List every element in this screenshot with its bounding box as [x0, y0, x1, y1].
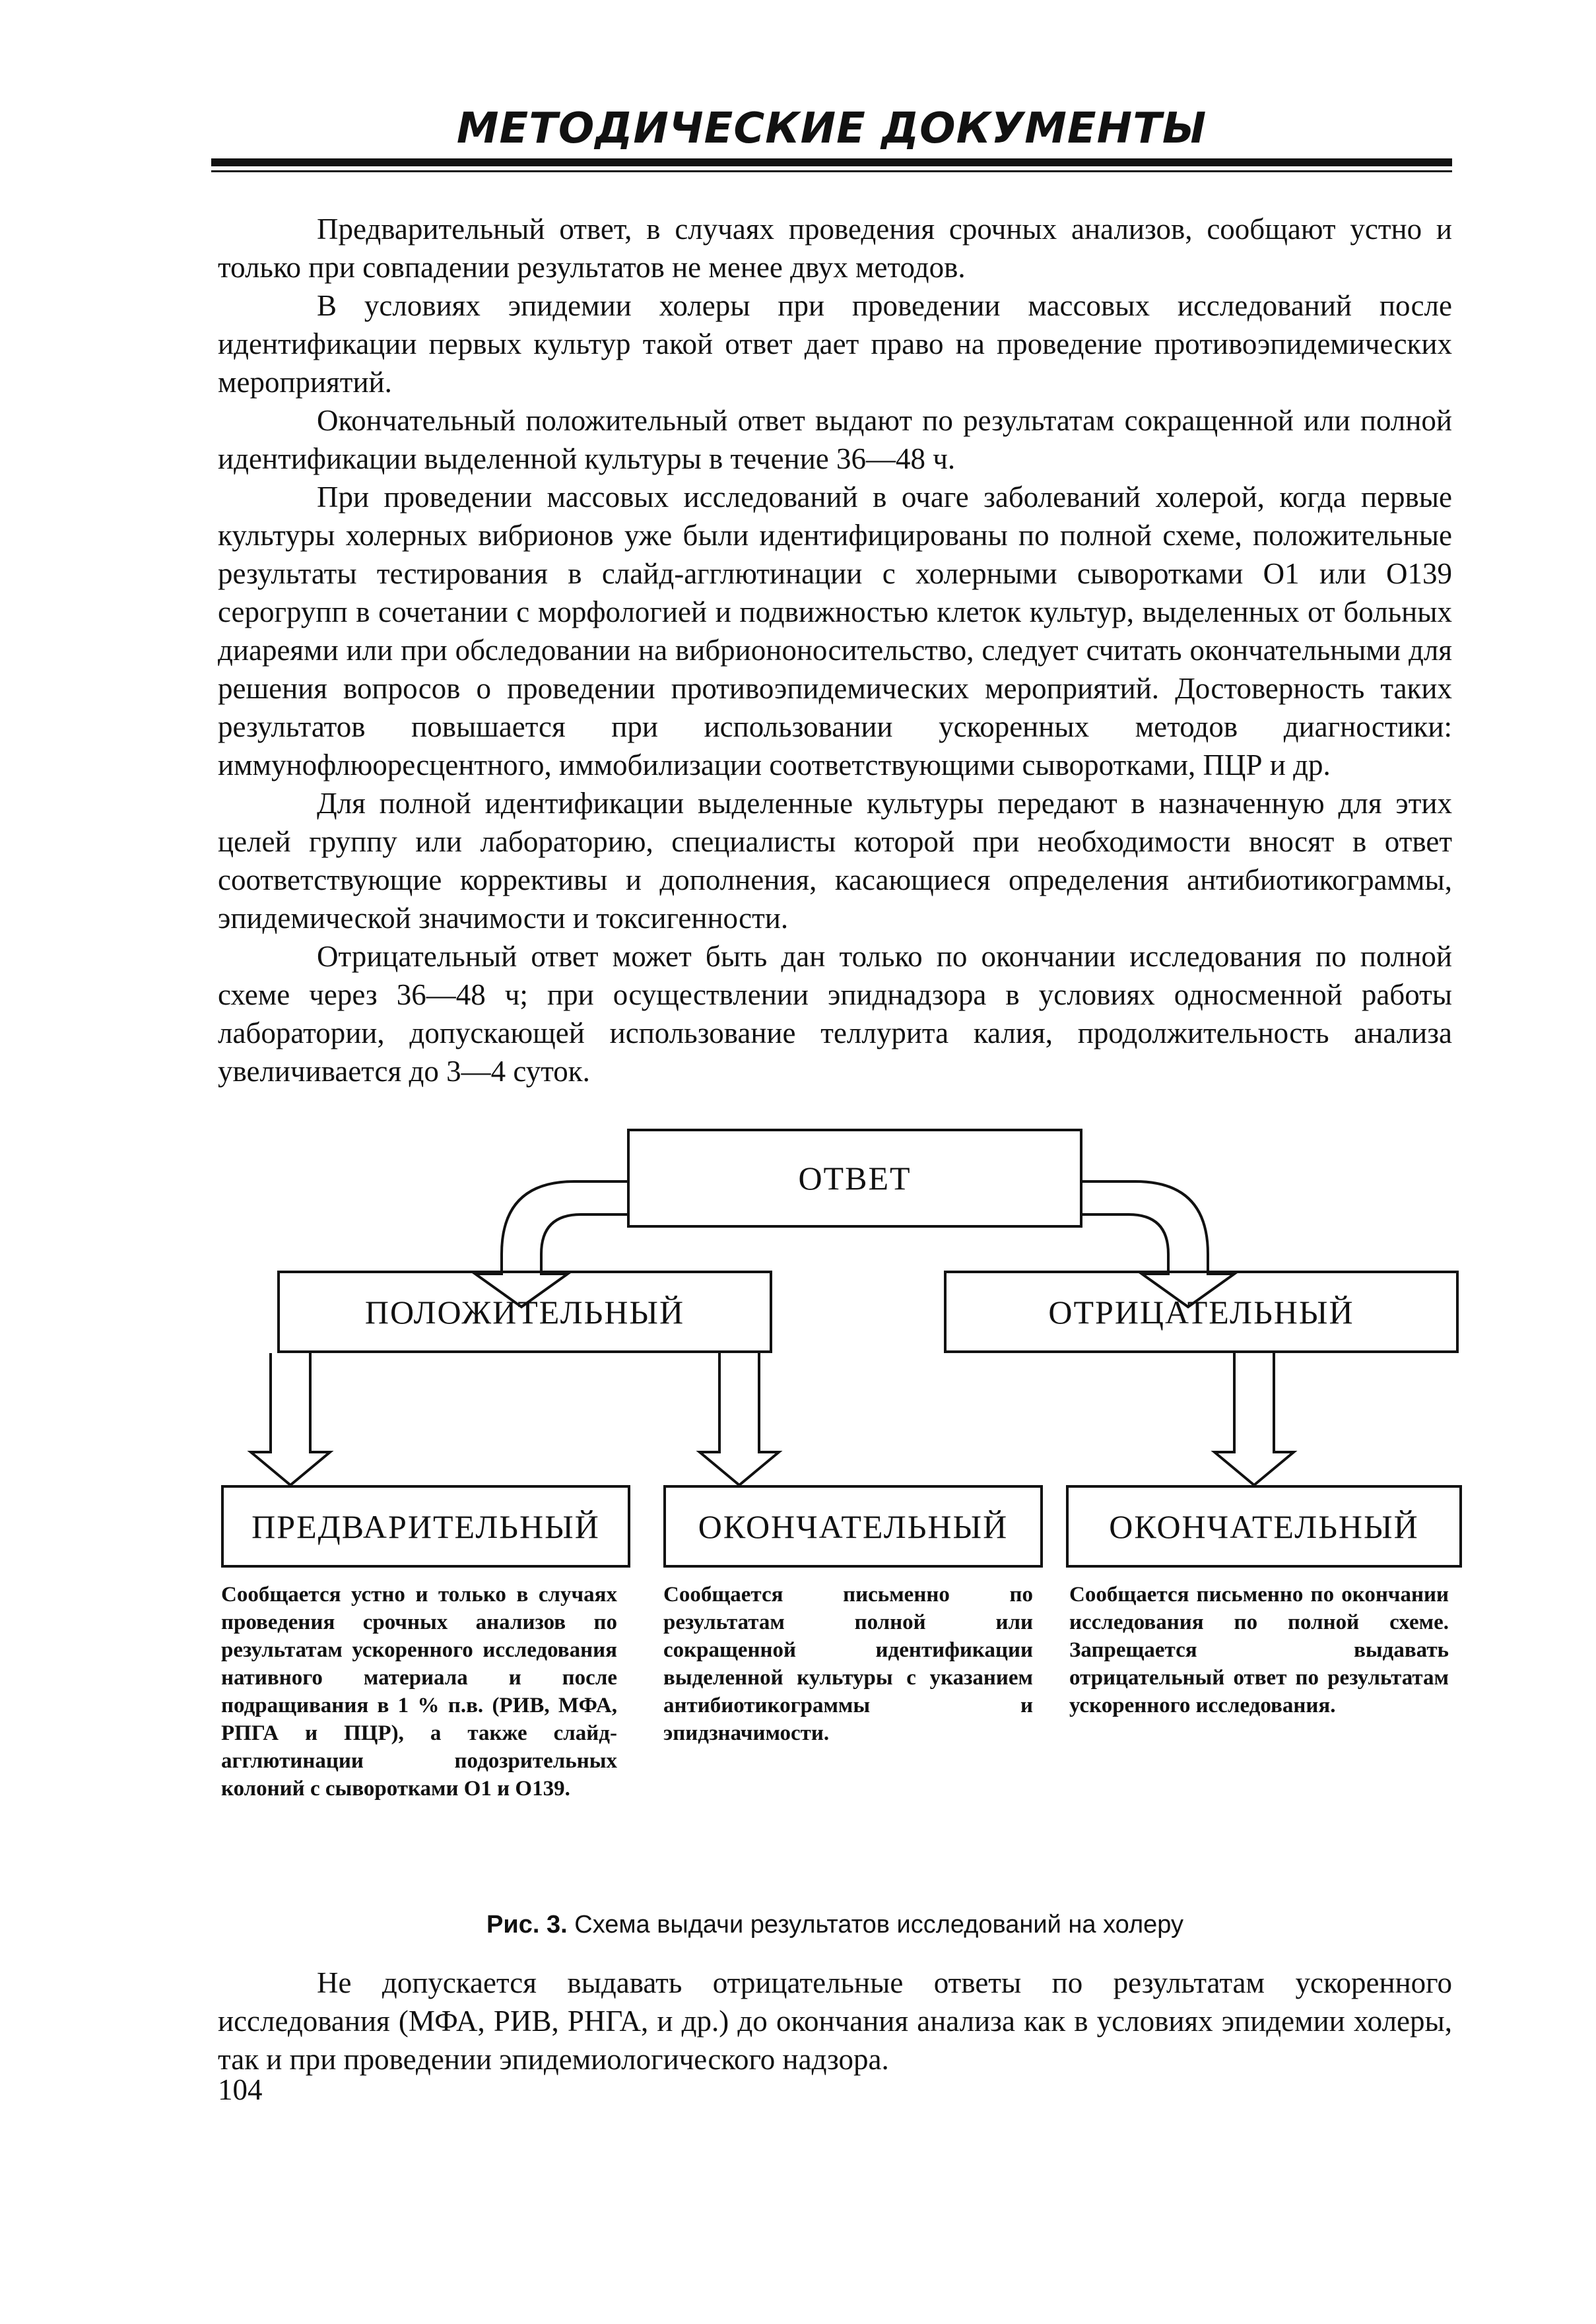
node-positive-label: ПОЛОЖИТЕЛЬНЫЙ — [364, 1293, 685, 1331]
final-positive-description: Сообщается письменно по результатам полной или сокращенной идентификации выделенной культуры с указанием антибиотикограммы и эпидзначимости. — [663, 1583, 1033, 1745]
running-header: МЕТОДИЧЕСКИЕ ДОКУМЕНТЫ — [456, 104, 1207, 153]
paragraph: Окончательный положительный ответ выдают по результатам сокращенной или полной идентификации выделенной культуры в течение 36—48 ч. — [218, 404, 1452, 475]
arrow-positive-to-preliminary — [251, 1353, 330, 1485]
node-final-negative — [1066, 1485, 1462, 1568]
paragraph: Предварительный ответ, в случаях проведения срочных анализов, сообщают устно и только при совпадении результатов не менее двух методов. — [218, 213, 1452, 284]
node-final-negative-label: ОКОНЧАТЕЛЬНЫЙ — [1109, 1508, 1419, 1545]
node-final-positive — [663, 1485, 1043, 1568]
node-positive — [277, 1271, 772, 1353]
header-rule-thick — [211, 158, 1452, 166]
paragraph: Для полной идентификации выделенные культуры передают в назначенную для этих целей группу или лабораторию, специалисты которой при необходимости вносят в ответ соответствующие коррективы и дополнения, касающиеся определения антибиотикограммы, эпидемической значимости и токсигенности. — [218, 787, 1452, 935]
closing-text — [218, 1964, 1452, 2078]
flow-diagram — [198, 1115, 1472, 1848]
figure-caption — [218, 1911, 1452, 1939]
caption-label: Рис. 3. — [486, 1911, 568, 1939]
node-negative-label: ОТРИЦАТЕЛЬНЫЙ — [1048, 1293, 1354, 1331]
paragraph: Отрицательный ответ может быть дан только по окончании исследования по полной схеме через 36—48 ч; при осуществлении эпиднадзора в условиях односменной работы лаборатории, допускающей использование теллурита калия, продолжительность анализа увеличивается до 3—4 суток. — [218, 940, 1452, 1088]
node-final-positive-label: ОКОНЧАТЕЛЬНЫЙ — [698, 1508, 1009, 1545]
arrow-negative-to-final — [1214, 1353, 1294, 1485]
node-negative — [944, 1271, 1459, 1353]
page-number: 104 — [218, 2073, 263, 2106]
caption-text: Схема выдачи результатов исследований на холеру — [567, 1911, 1183, 1939]
body-text — [218, 210, 1452, 1090]
node-root-label: ОТВЕТ — [798, 1160, 912, 1197]
paragraph: При проведении массовых исследований в очаге заболеваний холерой, когда первые культуры холерных вибрионов уже были идентифицированы по полной схеме, положительные результаты тестирования в слайд-агглютинации с холерными сыворотками О1 или О139 серогрупп в сочетании с морфологией и подвижностью клеток культур, выделенных от больных диареями или при обследовании на вибриононосительство, следует считать окончательными для решения вопросов о проведении противоэпидемических мероприятий. Достоверность таких результатов повышается при использовании ускоренных методов диагностики: иммунофлюоресцентного, иммобилизации соответствующими сыворотками, ПЦР и др. — [218, 481, 1452, 781]
node-preliminary — [221, 1485, 630, 1568]
final-negative-description: Сообщается письменно по окончании исследования по полной схеме. Запрещается выдавать отрицательный ответ по результатам ускоренного исследования. — [1069, 1583, 1449, 1717]
arrow-positive-to-final — [700, 1353, 779, 1485]
header-rule-thin — [211, 170, 1452, 172]
node-root — [627, 1129, 1082, 1228]
preliminary-description: Сообщается устно и только в случаях проведения срочных анализов по результатам ускоренного исследования нативного материала и после подращивания в 1 % п.в. (РИВ, МФА, РПГА и ПЦР), а также слайд-агглютинации подозрительных колоний с сыворотками О1 и О139. — [221, 1583, 617, 1801]
node-preliminary-label: ПРЕДВАРИТЕЛЬНЫЙ — [251, 1508, 600, 1545]
paragraph: Не допускается выдавать отрицательные ответы по результатам ускоренного исследования (МФА, РИВ, РНГА, и др.) до окончания анализа как в условиях эпидемии холеры, так и при проведении эпидемиологического надзора. — [218, 1966, 1452, 2076]
paragraph: В условиях эпидемии холеры при проведении массовых исследований после идентификации первых культур такой ответ дает право на проведение противоэпидемических мероприятий. — [218, 289, 1452, 399]
